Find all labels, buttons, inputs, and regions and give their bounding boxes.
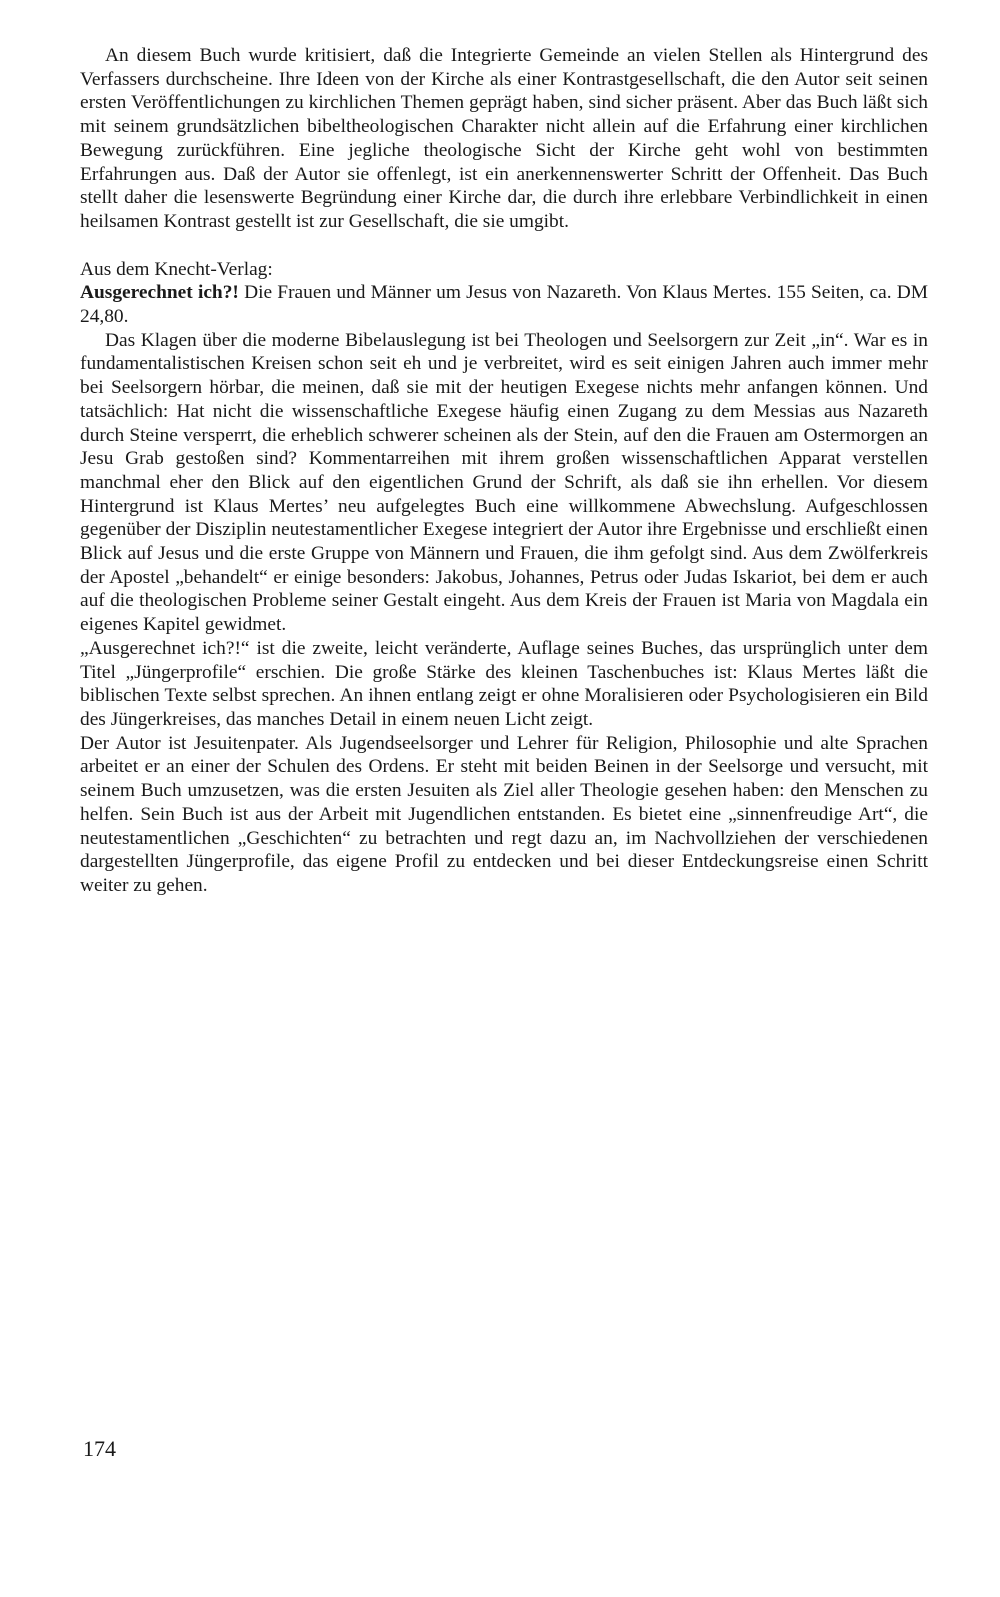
review-closing-paragraph: An diesem Buch wurde kritisiert, daß die Integrierte Gemeinde an vielen Stellen als Hintergrund des Verfassers durchscheine. Ihre Ideen von der Kirche als einer Kontrastgesellschaft, die den Autor seit seinen ersten Veröffentlichungen zu kirchlichen Themen geprägt haben, sind sicher präsent. Aber das Buch läßt sich mit seinem grundsätzlichen bibeltheologischen Charakter nicht allein auf die Erfahrung einer kirchlichen Bewegung zurückführen. Eine jegliche theologische Sicht der Kirche geht wohl von bestimmten Erfahrungen aus. Daß der Autor sie offenlegt, ist ein anerkennenswerter Schritt der Offenheit. Das Buch stellt daher die lesenswerte Begründung einer Kirche dar, die durch ihre erlebbare Verbindlichkeit in einen heilsamen Kontrast gestellt ist zur Gesellschaft, die sie umgibt. <box>80 45 928 232</box>
review-paragraph-edition: „Ausgerechnet ich?!“ ist die zweite, leicht veränderte, Auflage seines Buches, das ursprünglich unter dem Titel „Jüngerprofile“ erschien. Die große Stärke des kleinen Taschenbuches ist: Klaus Mertes läßt die biblischen Texte selbst sprechen. An ihnen entlang zeigt er ohne Moralisieren oder Psychologisieren ein Bild des Jüngerkreises, das manches Detail in einem neuen Licht zeigt. <box>80 637 928 730</box>
page-number: 174 <box>83 1436 116 1461</box>
review-paragraph-intro: Das Klagen über die moderne Bibelauslegung ist bei Theologen und Seelsorgern zur Zeit „in“. War es in fundamentalistischen Kreisen schon seit eh und je verbreitet, wird es seit einigen Jahren auch immer mehr bei Seelsorgern hörbar, die meinen, daß sie mit der heutigen Exegese nichts mehr anfangen können. Und tatsächlich: Hat nicht die wissenschaftliche Exegese häufig einen Zugang zu dem Messias aus Nazareth durch Steine versperrt, die erheblich schwerer scheinen als der Stein, auf den die Frauen am Ostermorgen an Jesu Grab gestoßen sind? Kommentarreihen mit ihrem großen wissenschaftlichen Apparat verstellen manchmal eher den Blick auf den eigentlichen Grund der Schrift, als daß sie ihn erhellen. Vor diesem Hintergrund ist Klaus Mertes’ neu aufgelegtes Buch eine willkommene Abwechslung. Aufgeschlossen gegenüber der Disziplin neutestamentlicher Exegese integriert der Autor ihre Ergebnisse und erschließt einen Blick auf Jesus und die erste Gruppe von Männern und Frauen, die ihm gefolgt sind. Aus dem Zwölferkreis der Apostel „behandelt“ er einige besonders: Jakobus, Johannes, Petrus oder Judas Iskariot, bei dem er auch auf die theologischen Probleme seiner Gestalt eingeht. Aus dem Kreis der Frauen ist Maria von Magdala ein eigenes Kapitel gewidmet. <box>80 329 928 636</box>
book-details: Die Frauen und Männer um Jesus von Nazareth. Von Klaus Mertes. 155 Seiten, ca. DM 24,80. <box>80 282 928 328</box>
page-body <box>80 44 928 898</box>
book-entry <box>80 281 928 328</box>
review-paragraph-author: Der Autor ist Jesuitenpater. Als Jugendseelsorger und Lehrer für Religion, Philosophie und alte Sprachen arbeitet er an einer der Schulen des Ordens. Er steht mit beiden Beinen in der Seelsorge und versucht, mit seinem Buch umzusetzen, was die ersten Jesuiten als Ziel aller Theologie gesehen haben: den Menschen zu helfen. Sein Buch ist aus der Arbeit mit Jugendlichen entstanden. Es bietet eine „sinnenfreudige Art“, die neutestamentlichen „Geschichten“ zu betrachten und regt dazu an, im Nachvollziehen der verschiedenen dargestellten Jüngerprofile, das eigene Profil zu entdecken und bei dieser Entdeckungsreise einen Schritt weiter zu gehen. <box>80 732 928 896</box>
book-title: Ausgerechnet ich?! <box>80 282 239 304</box>
publisher-heading: Aus dem Knecht-Verlag: <box>80 258 273 280</box>
